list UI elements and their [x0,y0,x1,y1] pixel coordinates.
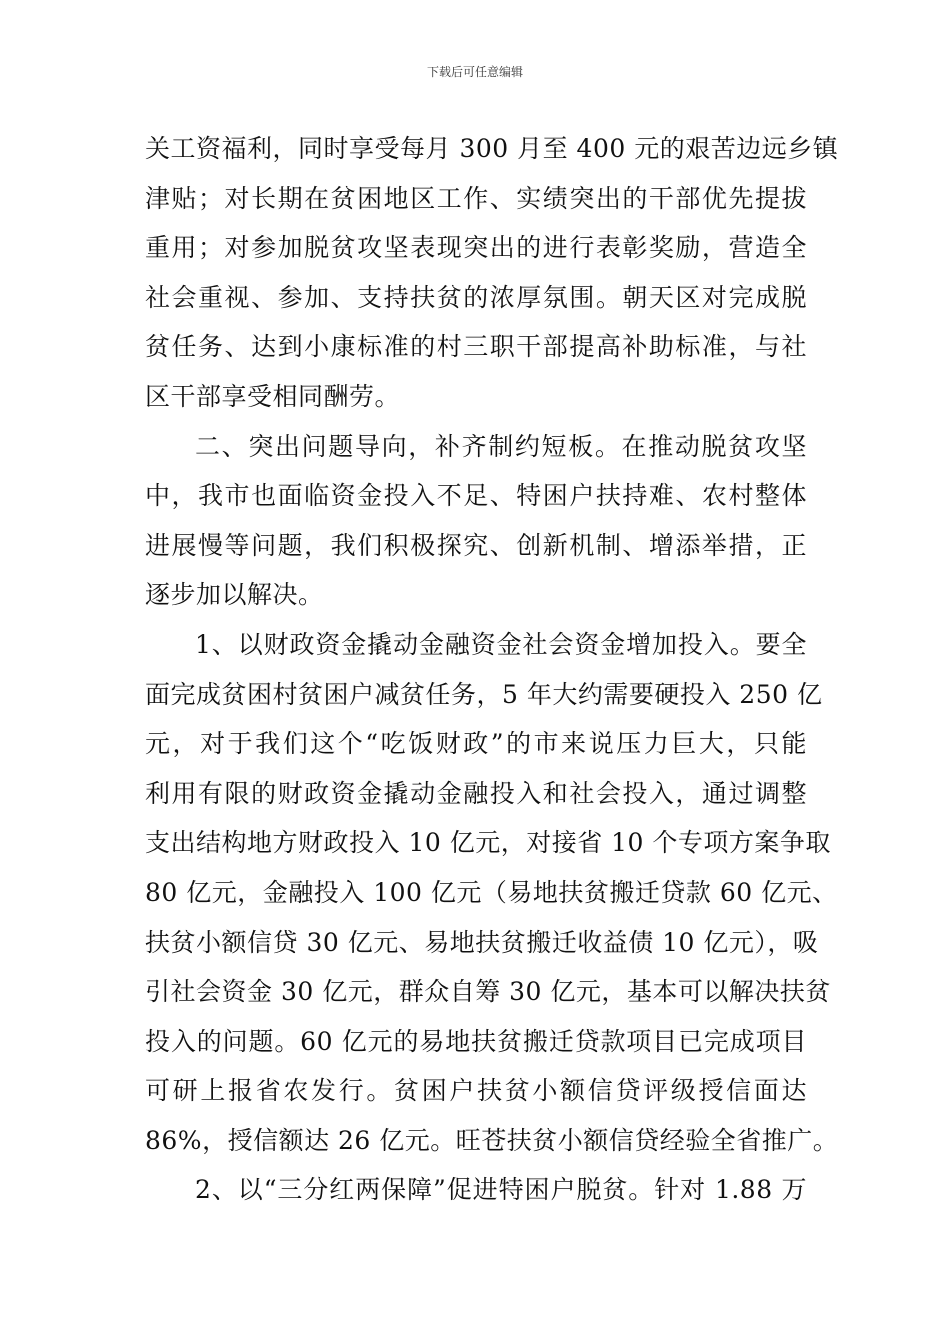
body-line-4: 社会重视、参加、支持扶贫的浓厚氛围。朝天区对完成脱 [145,282,807,312]
body-line-20: 可研上报省农发行。贫困户扶贫小额信贷评级授信面达 [145,1076,807,1106]
body-line-15: 支出结构地方财政投入 10 亿元，对接省 10 个专项方案争取 [145,828,831,858]
body-line-18: 引社会资金 30 亿元，群众自筹 30 亿元，基本可以解决扶贫 [145,977,831,1007]
body-line-1: 关工资福利，同时享受每月 300 月至 400 元的艰苦边远乡镇 [145,134,839,163]
body-line-2: 津贴；对长期在贫困地区工作、实绩突出的干部优先提拔 [145,183,807,213]
body-line-16: 80 亿元，金融投入 100 亿元（易地扶贫搬迁贷款 60 亿元、 [145,877,838,907]
body-line-5: 贫任务、达到小康标准的村三职干部提高补助标准，与社 [145,332,807,362]
body-line-9: 进展慢等问题，我们积极探究、创新机制、增添举措，正 [145,530,807,560]
body-line-22: 2、以“三分红两保障”促进特困户脱贫。针对 1.88 万 [195,1175,807,1205]
body-line-21: 86%，授信额达 26 亿元。旺苍扶贫小额信贷经验全省推广。 [145,1125,839,1155]
body-line-13: 元，对于我们这个“吃饭财政”的市来说压力巨大，只能 [145,729,807,759]
body-line-17: 扶贫小额信贷 30 亿元、易地扶贫搬迁收益债 10 亿元），吸 [145,927,819,957]
page-header-note: 下载后可任意编辑 [426,65,523,79]
body-line-12: 面完成贫困村贫困户减贫任务，5 年大约需要硬投入 250 亿 [145,679,823,709]
body-line-14: 利用有限的财政资金撬动金融投入和社会投入，通过调整 [145,778,807,808]
body-line-6: 区干部享受相同酬劳。 [145,381,401,411]
body-line-19: 投入的问题。60 亿元的易地扶贫搬迁贷款项目已完成项目 [145,1026,807,1056]
document-body [145,124,839,1215]
body-line-11: 1、以财政资金撬动金融资金社会资金增加投入。要全 [195,629,807,659]
body-line-8: 中，我市也面临资金投入不足、特困户扶持难、农村整体 [145,481,807,511]
body-line-10: 逐步加以解决。 [145,580,324,610]
body-line-3: 重用；对参加脱贫攻坚表现突出的进行表彰奖励，营造全 [145,233,807,263]
body-line-7: 二、突出问题导向，补齐制约短板。在推动脱贫攻坚 [195,431,807,461]
